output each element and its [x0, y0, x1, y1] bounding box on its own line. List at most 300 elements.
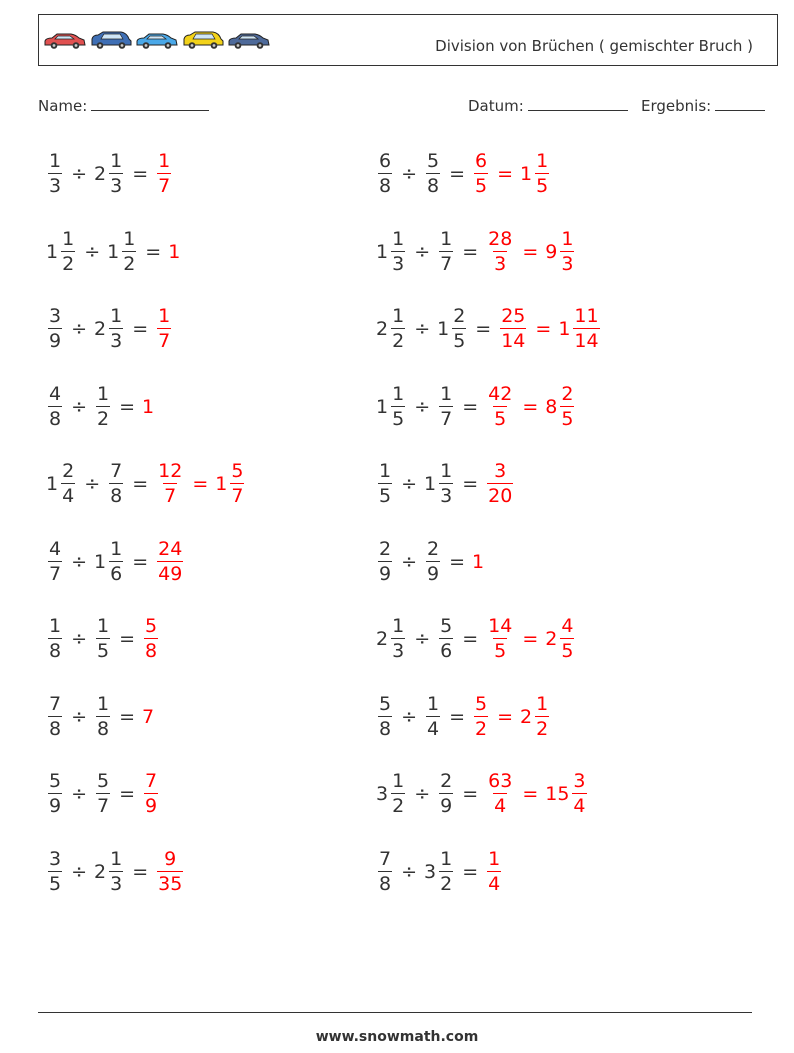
- dividend-fraction: [378, 537, 392, 585]
- divisor-denominator: 8: [110, 485, 123, 507]
- dividend-fraction: [48, 152, 62, 196]
- problem-2: [376, 144, 551, 204]
- divide-sign: ÷: [71, 628, 88, 650]
- dividend-fraction: [391, 382, 405, 430]
- divisor-fraction: [109, 462, 123, 506]
- answer-numerator: 1: [158, 150, 171, 172]
- divide-sign: ÷: [71, 783, 88, 805]
- divisor-numerator: 1: [110, 537, 123, 560]
- answer-denominator: 2: [475, 717, 488, 740]
- divide-sign: ÷: [414, 395, 431, 418]
- divisor-denominator: 2: [440, 872, 453, 895]
- answer-denominator: 5: [561, 407, 574, 430]
- divisor-denominator: 7: [440, 252, 453, 275]
- divisor-denominator: 3: [110, 872, 123, 895]
- answer-denominator: 5: [536, 175, 549, 197]
- answer-numerator: 12: [158, 460, 183, 482]
- answer-fraction: [230, 462, 244, 506]
- problem-8: [376, 377, 576, 437]
- answer: [485, 382, 515, 430]
- divisor-whole: 3: [424, 860, 437, 883]
- answer-equals-sign: =: [522, 240, 539, 263]
- answer-fraction: [487, 772, 513, 816]
- dividend-fraction: [391, 227, 405, 275]
- answer: [142, 706, 155, 728]
- divisor-whole: 2: [94, 860, 107, 883]
- dividend-fraction: [48, 307, 62, 351]
- divisor-denominator: 8: [427, 175, 440, 197]
- answer-fraction: [474, 692, 488, 740]
- dividend-denominator: 8: [379, 717, 392, 740]
- equals-sign: =: [119, 783, 136, 805]
- answer: [155, 537, 185, 585]
- divisor-numerator: 7: [110, 460, 123, 482]
- answer-fraction: [157, 462, 183, 506]
- divisor-denominator: 4: [427, 717, 440, 740]
- equals-sign: =: [132, 550, 149, 573]
- divide-sign: ÷: [414, 318, 431, 340]
- divisor-fraction: [452, 307, 466, 351]
- answer: [155, 307, 173, 351]
- divisor-numerator: 5: [97, 770, 110, 792]
- answer: [472, 551, 485, 573]
- answer-fraction: [487, 382, 513, 430]
- divide-sign: ÷: [401, 163, 418, 185]
- answer: [485, 227, 515, 275]
- divisor-fraction: [109, 537, 123, 585]
- dividend-fraction: [391, 617, 405, 661]
- dividend-whole: 3: [376, 783, 389, 805]
- dividend-fraction: [48, 382, 62, 430]
- red-car-icon: [43, 30, 87, 50]
- divisor-numerator: 1: [440, 227, 453, 250]
- answer: [168, 241, 181, 263]
- answer-whole: 2: [545, 628, 558, 650]
- answer: [498, 307, 528, 351]
- dividend-whole: 1: [46, 240, 59, 263]
- divide-sign: ÷: [84, 240, 101, 263]
- answer: [155, 462, 185, 506]
- divisor-denominator: 6: [440, 640, 453, 662]
- answer-denominator: 7: [158, 330, 171, 352]
- divisor-numerator: 1: [110, 305, 123, 327]
- result-blank[interactable]: [715, 94, 765, 111]
- divisor-fraction: [439, 227, 453, 275]
- answer-denominator: 14: [501, 330, 526, 352]
- divide-sign: ÷: [414, 628, 431, 650]
- divisor-denominator: 9: [427, 562, 440, 585]
- answer-numerator: 1: [158, 305, 171, 327]
- divisor-fraction: [96, 772, 110, 816]
- equals-sign: =: [119, 628, 136, 650]
- divisor-whole: 1: [107, 240, 120, 263]
- answer: [142, 617, 160, 661]
- divide-sign: ÷: [71, 395, 88, 418]
- divisor-numerator: 1: [97, 692, 110, 715]
- answer-whole: 9: [545, 240, 558, 263]
- answer-denominator: 5: [494, 640, 507, 662]
- answer: [558, 307, 601, 351]
- equals-sign: =: [475, 318, 492, 340]
- equals-sign: =: [132, 473, 149, 495]
- answer: [472, 692, 490, 740]
- name-blank[interactable]: [91, 94, 209, 111]
- dividend-fraction: [378, 847, 392, 895]
- answer-denominator: 3: [494, 252, 507, 275]
- divisor-fraction: [122, 227, 136, 275]
- answer-denominator: 7: [158, 175, 171, 197]
- answer: [545, 772, 588, 816]
- answer-whole: 1: [142, 395, 155, 418]
- answer-whole: 1: [472, 550, 485, 573]
- footer-divider: [38, 1012, 752, 1013]
- divisor-fraction: [109, 152, 123, 196]
- dividend-numerator: 6: [379, 150, 392, 172]
- dividend-denominator: 2: [392, 795, 405, 817]
- dividend-denominator: 8: [49, 407, 62, 430]
- dividend-numerator: 5: [49, 770, 62, 792]
- answer-whole: 1: [168, 240, 181, 263]
- dividend-numerator: 3: [49, 305, 62, 327]
- equals-sign: =: [449, 705, 466, 728]
- divisor-fraction: [426, 152, 440, 196]
- equals-sign: =: [132, 318, 149, 340]
- divisor-numerator: 2: [427, 537, 440, 560]
- problem-3: [46, 222, 181, 282]
- answer-fraction: [560, 617, 574, 661]
- dividend-numerator: 7: [49, 692, 62, 715]
- answer-denominator: 8: [145, 640, 158, 662]
- answer-fraction: [535, 152, 549, 196]
- dividend-denominator: 2: [392, 330, 405, 352]
- divide-sign: ÷: [401, 860, 418, 883]
- dividend-denominator: 3: [392, 640, 405, 662]
- answer-fraction: [573, 307, 599, 351]
- dividend-fraction: [48, 772, 62, 816]
- problem-14: [376, 609, 576, 669]
- dark-blue-car-icon: [227, 30, 271, 50]
- divisor-numerator: 1: [97, 382, 110, 405]
- equals-sign: =: [462, 395, 479, 418]
- answer-numerator: 1: [561, 227, 574, 250]
- dividend-fraction: [48, 692, 62, 740]
- answer-fraction: [157, 152, 171, 196]
- dividend-numerator: 1: [49, 615, 62, 637]
- divisor-numerator: 1: [110, 150, 123, 172]
- answer-fraction: [144, 617, 158, 661]
- answer: [545, 227, 576, 275]
- divisor-whole: 2: [94, 163, 107, 185]
- answer-denominator: 5: [494, 407, 507, 430]
- divisor-fraction: [109, 307, 123, 351]
- dividend-whole: 2: [376, 318, 389, 340]
- answer: [545, 382, 576, 430]
- date-label: Datum:: [468, 97, 524, 115]
- dividend-numerator: 7: [379, 847, 392, 870]
- divisor-denominator: 9: [440, 795, 453, 817]
- answer-fraction: [487, 617, 513, 661]
- dividend-numerator: 1: [62, 227, 75, 250]
- problem-10: [376, 454, 515, 514]
- problem-4: [376, 222, 576, 282]
- answer-denominator: 49: [158, 562, 183, 585]
- divisor-denominator: 2: [97, 407, 110, 430]
- divisor-fraction: [96, 617, 110, 661]
- divide-sign: ÷: [84, 473, 101, 495]
- problem-7: [46, 377, 155, 437]
- answer-equals-sign: =: [535, 318, 552, 340]
- equals-sign: =: [132, 163, 149, 185]
- dividend-denominator: 8: [379, 175, 392, 197]
- header-box: [38, 14, 778, 66]
- divisor-numerator: 2: [453, 305, 466, 327]
- divisor-fraction: [439, 617, 453, 661]
- answer-numerator: 14: [488, 615, 513, 637]
- answer-whole: 1: [215, 473, 228, 495]
- answer-numerator: 5: [231, 460, 244, 482]
- answer: [142, 772, 160, 816]
- answer-numerator: 9: [164, 847, 177, 870]
- answer-fraction: [474, 152, 488, 196]
- answer-denominator: 20: [488, 485, 513, 507]
- problem-5: [46, 299, 173, 359]
- answer-numerator: 63: [488, 770, 513, 792]
- divide-sign: ÷: [414, 240, 431, 263]
- equals-sign: =: [145, 240, 162, 263]
- answer-equals-sign: =: [497, 705, 514, 728]
- divisor-numerator: 5: [440, 615, 453, 637]
- divisor-whole: 2: [94, 318, 107, 340]
- dividend-denominator: 8: [379, 872, 392, 895]
- divisor-fraction: [109, 847, 123, 895]
- result-label: Ergebnis:: [641, 97, 712, 115]
- answer-fraction: [144, 772, 158, 816]
- answer-denominator: 14: [574, 330, 599, 352]
- divisor-denominator: 7: [440, 407, 453, 430]
- dividend-numerator: 1: [392, 227, 405, 250]
- divisor-fraction: [96, 382, 110, 430]
- dividend-denominator: 3: [49, 175, 62, 197]
- problem-19: [46, 842, 185, 902]
- answer-denominator: 35: [158, 872, 183, 895]
- divisor-fraction: [439, 847, 453, 895]
- answer-numerator: 42: [488, 382, 513, 405]
- answer: [485, 772, 515, 816]
- answer-fraction: [487, 847, 501, 895]
- dividend-denominator: 3: [392, 252, 405, 275]
- problem-6: [376, 299, 602, 359]
- dividend-numerator: 1: [392, 770, 405, 792]
- divisor-fraction: [96, 692, 110, 740]
- answer-numerator: 5: [475, 692, 488, 715]
- equals-sign: =: [462, 473, 479, 495]
- divisor-denominator: 2: [123, 252, 136, 275]
- answer-fraction: [560, 227, 574, 275]
- answer-fraction: [500, 307, 526, 351]
- dividend-numerator: 1: [392, 382, 405, 405]
- dividend-numerator: 2: [62, 460, 75, 482]
- answer: [485, 617, 515, 661]
- blue-van-icon: [89, 30, 133, 50]
- equals-sign: =: [462, 628, 479, 650]
- divisor-numerator: 5: [427, 150, 440, 172]
- divide-sign: ÷: [401, 550, 418, 573]
- divisor-fraction: [426, 537, 440, 585]
- dividend-denominator: 5: [392, 407, 405, 430]
- answer-numerator: 7: [145, 770, 158, 792]
- answer: [545, 617, 576, 661]
- answer-fraction: [157, 307, 171, 351]
- answer: [485, 847, 503, 895]
- equals-sign: =: [449, 163, 466, 185]
- answer-fraction: [572, 772, 586, 816]
- divisor-numerator: 1: [123, 227, 136, 250]
- dividend-whole: 1: [376, 395, 389, 418]
- answer-denominator: 3: [561, 252, 574, 275]
- answer-whole: 8: [545, 395, 558, 418]
- worksheet-title: Division von Brüchen ( gemischter Bruch ): [435, 37, 753, 55]
- dividend-numerator: 4: [49, 382, 62, 405]
- answer-denominator: 5: [561, 640, 574, 662]
- answer-fraction: [157, 847, 183, 895]
- answer-fraction: [487, 462, 513, 506]
- answer-numerator: 11: [574, 305, 599, 327]
- equals-sign: =: [132, 860, 149, 883]
- answer-denominator: 7: [231, 485, 244, 507]
- divisor-denominator: 5: [97, 640, 110, 662]
- dividend-fraction: [378, 152, 392, 196]
- answer-equals-sign: =: [192, 473, 209, 495]
- dividend-fraction: [48, 537, 62, 585]
- divide-sign: ÷: [71, 318, 88, 340]
- answer-whole: 1: [520, 163, 533, 185]
- dividend-denominator: 9: [379, 562, 392, 585]
- answer-numerator: 28: [488, 227, 513, 250]
- dividend-fraction: [391, 307, 405, 351]
- answer-numerator: 2: [561, 382, 574, 405]
- divisor-whole: 1: [437, 318, 450, 340]
- answer-denominator: 4: [488, 872, 501, 895]
- dividend-numerator: 4: [49, 537, 62, 560]
- problem-11: [46, 532, 185, 592]
- dividend-denominator: 8: [49, 717, 62, 740]
- dividend-numerator: 5: [379, 692, 392, 715]
- problem-13: [46, 609, 160, 669]
- problem-9: [46, 454, 246, 514]
- answer-numerator: 1: [488, 847, 501, 870]
- answer-denominator: 5: [475, 175, 488, 197]
- equals-sign: =: [462, 783, 479, 805]
- answer: [520, 692, 551, 740]
- answer: [472, 152, 490, 196]
- equals-sign: =: [119, 395, 136, 418]
- answer-denominator: 9: [145, 795, 158, 817]
- answer-numerator: 3: [494, 460, 507, 482]
- divisor-denominator: 3: [110, 330, 123, 352]
- dividend-whole: 1: [46, 473, 59, 495]
- result-field: [641, 94, 765, 115]
- divisor-numerator: 1: [440, 460, 453, 482]
- divisor-numerator: 2: [440, 770, 453, 792]
- answer: [485, 462, 515, 506]
- divide-sign: ÷: [71, 550, 88, 573]
- answer-whole: 7: [142, 705, 155, 728]
- dividend-denominator: 5: [379, 485, 392, 507]
- answer-equals-sign: =: [522, 395, 539, 418]
- divide-sign: ÷: [71, 163, 88, 185]
- divisor-fraction: [439, 772, 453, 816]
- divide-sign: ÷: [71, 860, 88, 883]
- dividend-fraction: [61, 462, 75, 506]
- dividend-numerator: 3: [49, 847, 62, 870]
- dividend-numerator: 1: [392, 305, 405, 327]
- footer-url: www.snowmath.com: [315, 1029, 479, 1045]
- divisor-denominator: 3: [440, 485, 453, 507]
- answer-equals-sign: =: [497, 163, 514, 185]
- dividend-numerator: 1: [49, 150, 62, 172]
- dividend-fraction: [391, 772, 405, 816]
- divisor-numerator: 1: [440, 847, 453, 870]
- date-blank[interactable]: [528, 94, 628, 111]
- divisor-whole: 1: [94, 550, 107, 573]
- car-icons: [43, 30, 271, 50]
- problem-18: [376, 764, 589, 824]
- problem-16: [376, 687, 551, 747]
- answer-whole: 1: [558, 318, 571, 340]
- answer-fraction: [535, 692, 549, 740]
- dividend-fraction: [61, 227, 75, 275]
- problem-12: [376, 532, 485, 592]
- answer-equals-sign: =: [522, 783, 539, 805]
- answer-fraction: [560, 382, 574, 430]
- dividend-fraction: [378, 692, 392, 740]
- divisor-numerator: 1: [97, 615, 110, 637]
- divisor-fraction: [439, 382, 453, 430]
- dividend-denominator: 8: [49, 640, 62, 662]
- divisor-numerator: 1: [427, 692, 440, 715]
- divisor-fraction: [439, 462, 453, 506]
- answer: [142, 396, 155, 418]
- answer-numerator: 5: [145, 615, 158, 637]
- equals-sign: =: [462, 860, 479, 883]
- problem-17: [46, 764, 160, 824]
- answer: [155, 847, 185, 895]
- answer-denominator: 4: [494, 795, 507, 817]
- divisor-denominator: 5: [453, 330, 466, 352]
- dividend-whole: 1: [376, 240, 389, 263]
- dividend-denominator: 7: [49, 562, 62, 585]
- dividend-denominator: 9: [49, 330, 62, 352]
- answer-whole: 15: [545, 783, 570, 805]
- divisor-denominator: 6: [110, 562, 123, 585]
- equals-sign: =: [119, 705, 136, 728]
- light-blue-car-icon: [135, 30, 179, 50]
- answer-denominator: 2: [536, 717, 549, 740]
- answer-denominator: 7: [164, 485, 177, 507]
- name-label: Name:: [38, 97, 88, 115]
- problem-1: [46, 144, 173, 204]
- divisor-fraction: [426, 692, 440, 740]
- divide-sign: ÷: [71, 705, 88, 728]
- answer-numerator: 4: [561, 615, 574, 637]
- answer-equals-sign: =: [522, 628, 539, 650]
- problem-20: [376, 842, 503, 902]
- answer-denominator: 4: [573, 795, 586, 817]
- divisor-whole: 1: [424, 473, 437, 495]
- dividend-numerator: 2: [379, 537, 392, 560]
- dividend-fraction: [48, 847, 62, 895]
- answer: [520, 152, 551, 196]
